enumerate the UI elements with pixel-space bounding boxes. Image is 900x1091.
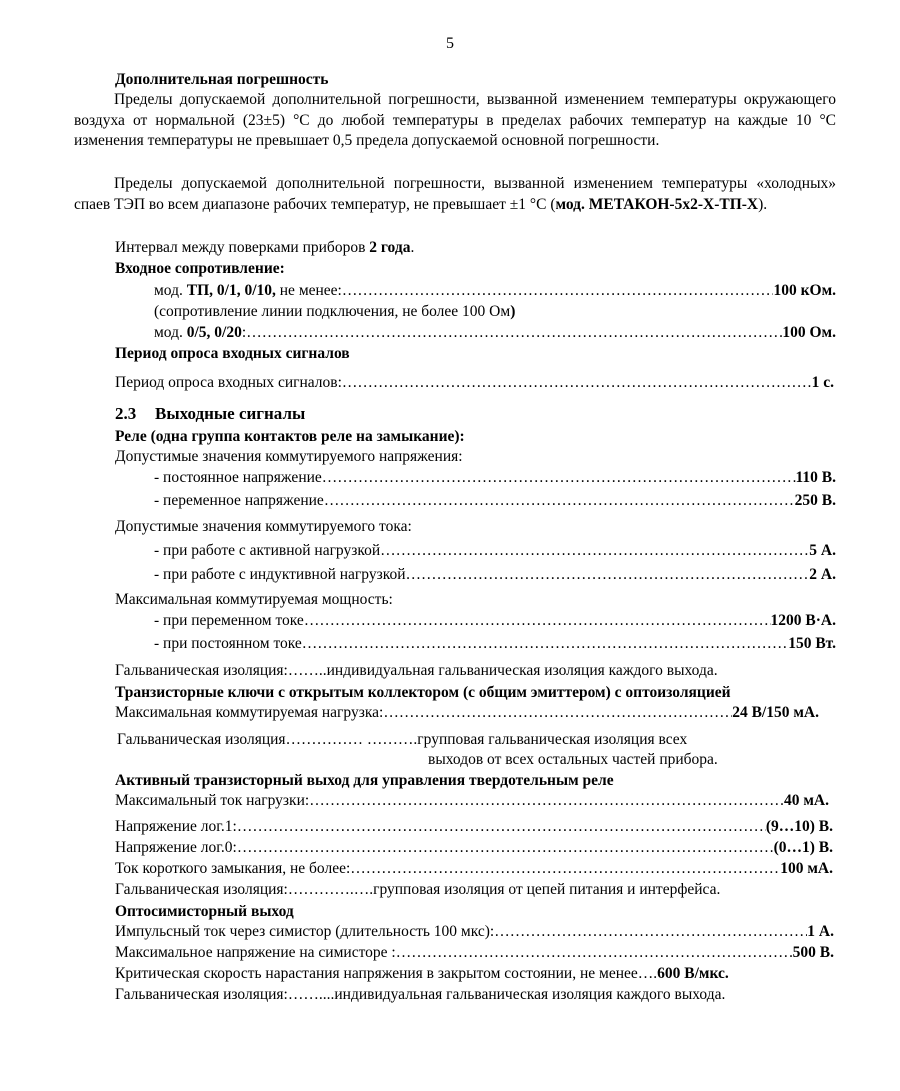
paragraph-text: Пределы допускаемой дополнительной погрешности, вызванной изменением температуры «холодных» спаев ТЭП во всем диапазоне рабочих температур, не превышает ±1 °С ( <box>74 175 836 213</box>
dot-leader <box>322 468 796 488</box>
current-heading: Допустимые значения коммутируемого тока: <box>115 518 412 535</box>
row-value: 1200 В·А. <box>770 612 836 629</box>
row-value: 2 А. <box>809 566 836 583</box>
paragraph-end: ). <box>758 195 768 213</box>
row-label: Напряжение лог.0: <box>115 839 237 856</box>
row-value: 250 В. <box>794 492 836 509</box>
row-label: Критическая скорость нарастания напряжения в закрытом состоянии, не менее…. <box>115 965 658 982</box>
input-resistance-row-current <box>154 323 836 343</box>
row-value: (9…10) В. <box>765 818 833 835</box>
dot-leader <box>246 323 782 343</box>
additional-error-paragraph-2 <box>74 174 836 215</box>
relay-isolation: Гальваническая изоляция:……..индивидуальная гальваническая изоляция каждого выхода. <box>115 662 718 679</box>
row-label: Максимальная коммутируемая нагрузка: <box>115 704 384 721</box>
dot-leader <box>309 791 784 811</box>
power-heading: Максимальная коммутируемая мощность: <box>115 591 393 608</box>
row-label: - при работе с активной нагрузкой <box>154 542 381 559</box>
max-voltage-row <box>115 943 834 963</box>
dot-leader <box>324 491 795 511</box>
model-name: мод. МЕТАКОН-5х2-Х-ТП-Х <box>555 195 759 213</box>
section-heading <box>115 404 305 424</box>
poll-period-heading: Период опроса входных сигналов <box>115 345 350 362</box>
transistor-isolation-line-2: выходов от всех остальных частей прибора. <box>428 751 718 768</box>
dot-leader <box>396 943 793 963</box>
dvdt-row <box>115 964 729 984</box>
triac-heading: Оптосимисторный выход <box>115 903 294 920</box>
active-load-row <box>154 541 836 561</box>
row-label: мод. ТП, 0/1, 0/10, не менее: <box>154 282 342 299</box>
additional-error-heading: Дополнительная погрешность <box>115 71 329 88</box>
row-label: Импульсный ток через симистор (длительность 100 мкс): <box>115 923 495 940</box>
transistor-heading: Транзисторные ключи с открытым коллектором (с общим эмиттером) с оптоизоляцией <box>115 684 731 701</box>
interval-label: Интервал между поверками приборов <box>115 239 370 256</box>
dot-leader <box>383 703 732 723</box>
section-number: 2.3 <box>115 404 137 423</box>
row-label: мод. 0/5, 0/20: <box>154 324 247 341</box>
ssr-current-row <box>115 791 829 811</box>
ac-power-row <box>154 611 836 631</box>
row-value: 500 В. <box>792 944 834 961</box>
row-label: - при постоянном токе <box>154 635 302 652</box>
section-title: Выходные сигналы <box>155 404 306 423</box>
interval-end: . <box>410 239 415 256</box>
row-label: Ток короткого замыкания, не более: <box>115 860 351 877</box>
dot-leader <box>237 817 766 837</box>
row-value: 150 Вт. <box>788 635 836 652</box>
row-label: - при работе с индуктивной нагрузкой <box>154 566 406 583</box>
input-resistance-heading: Входное сопротивление: <box>115 260 285 277</box>
interval-value: 2 года <box>369 239 411 256</box>
row-label: Напряжение лог.1: <box>115 818 237 835</box>
paragraph-text: Пределы допускаемой дополнительной погрешности, вызванной изменением температуры окружающего воздуха от нормальной (23±5) °С до любой температуры в пределах рабочих температур на каждые 10 °С изменения температуры не превышает 0,5 предела допускаемой основной погрешности. <box>74 91 836 150</box>
logic0-row <box>115 838 833 858</box>
relay-heading: Реле (одна группа контактов реле на замыкание): <box>115 428 465 445</box>
row-value: 40 мА. <box>783 792 829 809</box>
row-value: 100 Ом. <box>782 324 836 341</box>
row-value: 600 В/мкс. <box>657 965 729 982</box>
dot-leader <box>237 838 774 858</box>
page-number: 5 <box>446 35 454 52</box>
inductive-load-row <box>154 565 836 585</box>
ssr-isolation: Гальваническая изоляция:………….….групповая изоляция от цепей питания и интерфейса. <box>115 881 721 898</box>
row-label: Максимальный ток нагрузки: <box>115 792 310 809</box>
pulse-current-row <box>115 922 834 942</box>
short-circuit-row <box>115 859 833 879</box>
row-value: (0…1) В. <box>773 839 833 856</box>
dot-leader <box>406 565 810 585</box>
poll-period-row <box>115 373 834 393</box>
row-label: - переменное напряжение <box>154 492 324 509</box>
row-value: 100 мА. <box>780 860 833 877</box>
dc-power-row <box>154 634 836 654</box>
row-value: 24 В/150 мА. <box>732 704 819 721</box>
line-resistance-note: (сопротивление линии подключения, не более 100 Ом) <box>154 303 516 320</box>
dot-leader <box>302 634 788 654</box>
ac-voltage-row <box>154 491 836 511</box>
dot-leader <box>342 373 812 393</box>
transistor-isolation-line-1: Гальваническая изоляция…………… ……….групповая гальваническая изоляция всех <box>117 731 688 748</box>
dot-leader <box>342 281 774 301</box>
triac-isolation: Гальваническая изоляция:……....индивидуальная гальваническая изоляция каждого выхода. <box>115 986 726 1003</box>
logic1-row <box>115 817 833 837</box>
row-value: 100 кОм. <box>773 282 836 299</box>
verification-interval <box>115 238 414 258</box>
row-label: - постоянное напряжение <box>154 469 322 486</box>
row-label: - при переменном токе <box>154 612 304 629</box>
input-resistance-row-tc <box>154 281 836 301</box>
row-value: 1 А. <box>807 923 834 940</box>
dc-voltage-row <box>154 468 836 488</box>
transistor-load-row <box>115 703 819 723</box>
dot-leader <box>350 859 780 879</box>
dot-leader <box>494 922 807 942</box>
dot-leader <box>304 611 771 631</box>
row-label: Максимальное напряжение на симисторе : <box>115 944 396 961</box>
row-value: 110 В. <box>795 469 836 486</box>
voltage-heading: Допустимые значения коммутируемого напряжения: <box>115 448 463 465</box>
row-value: 1 с. <box>811 374 834 391</box>
row-label: Период опроса входных сигналов: <box>115 374 342 391</box>
row-value: 5 А. <box>809 542 836 559</box>
dot-leader <box>380 541 809 561</box>
ssr-heading: Активный транзисторный выход для управления твердотельным реле <box>115 772 614 789</box>
additional-error-paragraph-1 <box>74 90 836 152</box>
